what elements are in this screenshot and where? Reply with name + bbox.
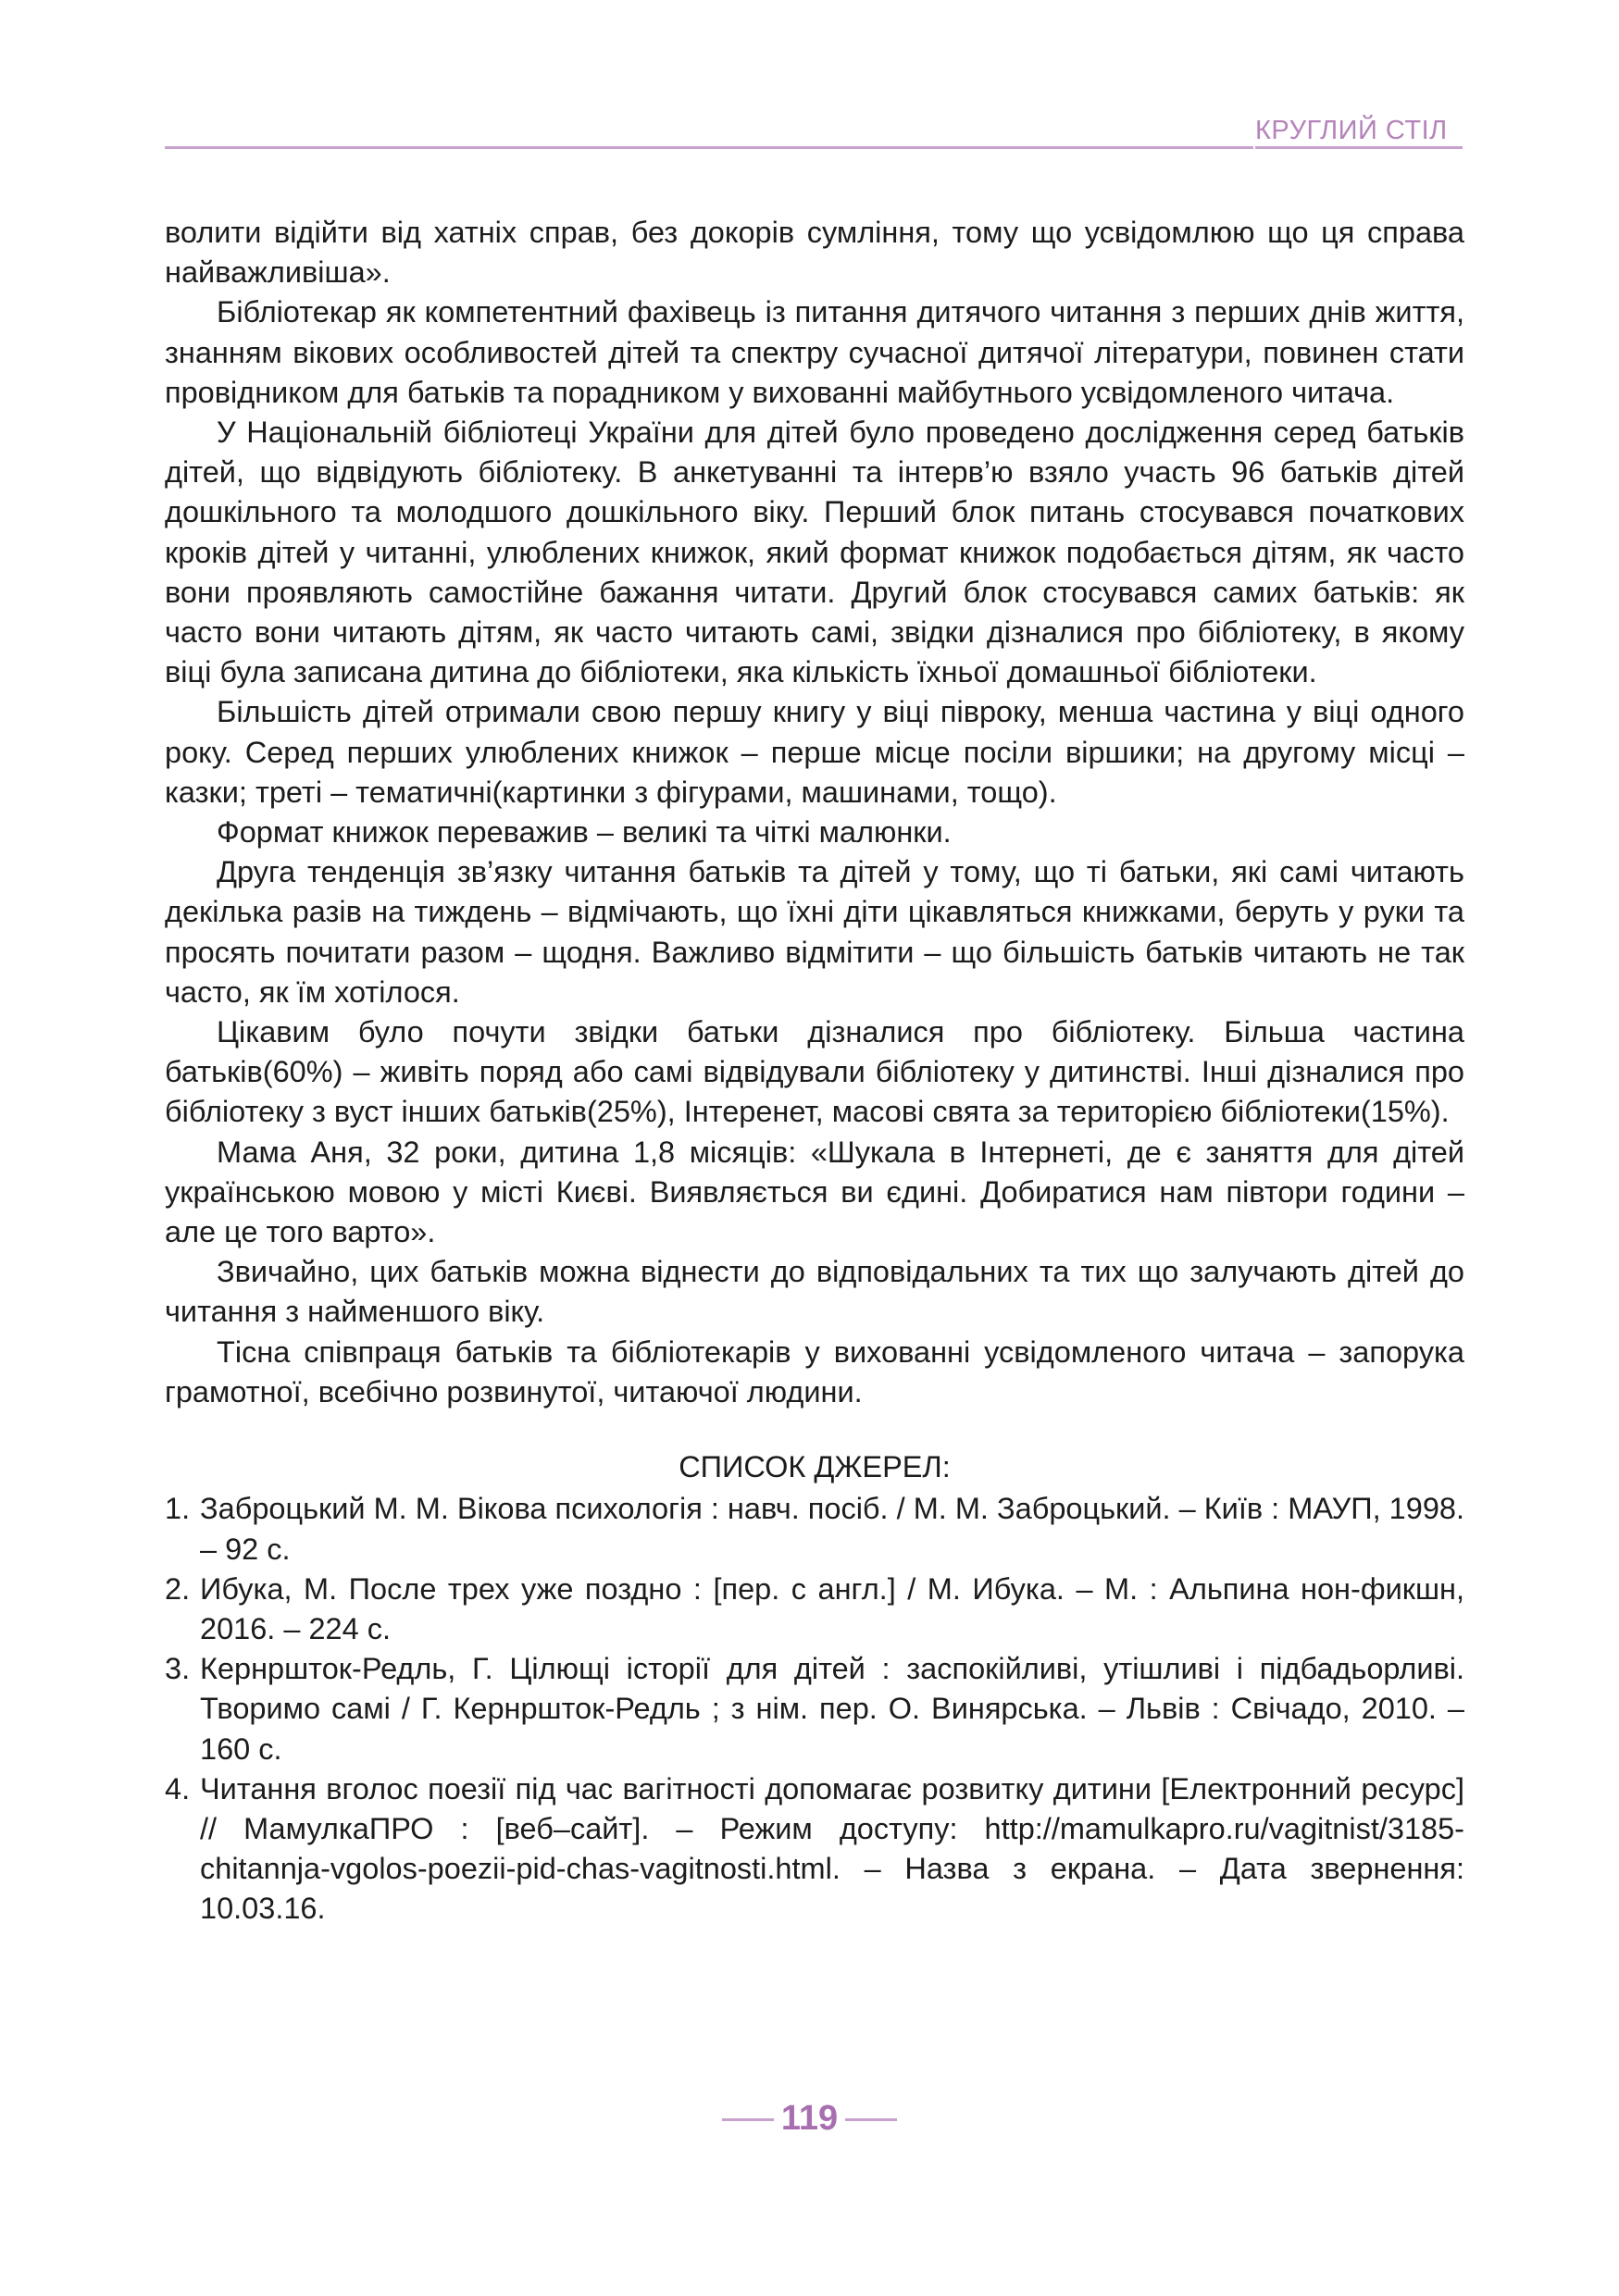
source-text: Читання вголос поезії під час вагітності допомагає розвитку дитини [Електронний ресурс] // МамулкаПРО : [веб–сайт]. – Режим доступу: http://mamulkapro.ru/vagitnist/3185-chitannja-vgolos-poezii-pid-chas-vagitnosti.html. – Назва з екрана. – Дата звернення: 10.03.16. [200, 1771, 1464, 1926]
paragraph: Тісна співпраця батьків та бібліотекарів у вихованні усвідомленого читача – запорука грамотної, всебічно розвинутої, читаючої людини. [165, 1334, 1464, 1409]
sources-list [165, 1489, 1464, 1929]
page-number: 119 [780, 2099, 839, 2138]
source-number: 3. [165, 1652, 191, 1686]
paragraph: Друга тенденція зв’язку читання батьків та дітей у тому, що ті батьки, які самі читають декілька разів на тиждень – відмічають, що їхні діти цікавляться книжками, беруть у руки та просять почитати разом – щодня. Важливо відмітити – що більшість батьків читають не так часто, як їм хотілося. [165, 855, 1464, 1009]
source-text: Заброцький М. М. Вікова психологія : навч. посіб. / М. М. Заброцький. – Київ : МАУП, 1998. – 92 с. [200, 1492, 1464, 1566]
paragraph: Цікавим було почути звідки батьки дізналися про бібліотеку. Більша частина батьків(60%) – живіть поряд або самі відвідували бібліотеку у дитинстві. Інші дізналися про бібліотеку з вуст інших батьків(25%), Інтеренет, масові свята за територією бібліотеки(15%). [165, 1015, 1464, 1129]
page-number-rule-right [845, 2118, 897, 2121]
paragraph: волити відійти від хатніх справ, без докорів сумління, тому що усвідомлюю що ця справа найважливіша». [165, 216, 1464, 290]
paragraph: Формат книжок переважив – великі та чіткі малюнки. [217, 815, 952, 850]
paragraph: Більшість дітей отримали свою першу книгу у віці півроку, менша частина у віці одного року. Серед перших улюблених книжок – перше місце посіли віршики; на другому місці – казки; треті – тематичні(картинки з фігурами, машинами, тощо). [165, 695, 1464, 809]
page-number-block [0, 2099, 1619, 2138]
paragraph: Мама Аня, 32 роки, дитина 1,8 місяців: «Шукала в Інтернеті, де є заняття для дітей українською мовою у місті Києві. Виявляється ви єдині. Добиратися нам півтори години – але це того варто». [165, 1135, 1464, 1249]
paragraph: У Національній бібліотеці України для дітей було проведено дослідження серед батьків дітей, що відвідують бібліотеку. В анкетуванні та інтерв’ю взяло участь 96 батьків дітей дошкільного та молодшого дошкільного віку. Перший блок питань стосувався початкових кроків дітей у читанні, улюблених книжок, який формат книжок подобається дітям, як часто вони проявляють самостійне бажання читати. Другий блок стосувався самих батьків: як часто вони читають дітям, як часто читають самі, звідки дізналися про бібліотеку, в якому віці була записана дитина до бібліотеки, яка кількість їхньої домашньої бібліотеки. [165, 416, 1464, 689]
source-number: 2. [165, 1571, 191, 1606]
paragraph: Бібліотекар як компетентний фахівець із питання дитячого читання з перших днів життя, знанням вікових особливостей дітей та спектру сучасної дитячої літератури, повинен стати провідником для батьків та порадником у вихованні майбутнього усвідомленого читача. [165, 295, 1464, 409]
source-text: Ибука, М. После трех уже поздно : [пер. с англ.] / М. Ибука. – М. : Альпина нон-фикшн, 2016. – 224 с. [200, 1571, 1464, 1645]
section-title: КРУГЛИЙ СТІЛ [1255, 117, 1463, 149]
source-item [165, 1570, 1464, 1649]
page-number-rule-left [722, 2118, 774, 2121]
source-item [165, 1769, 1464, 1930]
header-rule [165, 146, 1253, 149]
source-number: 1. [165, 1492, 191, 1526]
page-body [165, 213, 1464, 1930]
source-item [165, 1489, 1464, 1569]
source-text: Кернршток-Редль, Г. Цілющі історії для дітей : заспокійливі, утішливі і підбадьорливі. Творимо самі / Г. Кернршток-Редль ; з нім. пер. О. Винярська. – Львів : Свічадо, 2010. – 160 с. [200, 1652, 1464, 1766]
source-number: 4. [165, 1771, 191, 1806]
sources-title: СПИСОК ДЖЕРЕЛ: [679, 1450, 951, 1484]
source-item [165, 1649, 1464, 1769]
paragraph: Звичайно, цих батьків можна віднести до відповідальних та тих що залучають дітей до читання з найменшого віку. [165, 1255, 1464, 1329]
